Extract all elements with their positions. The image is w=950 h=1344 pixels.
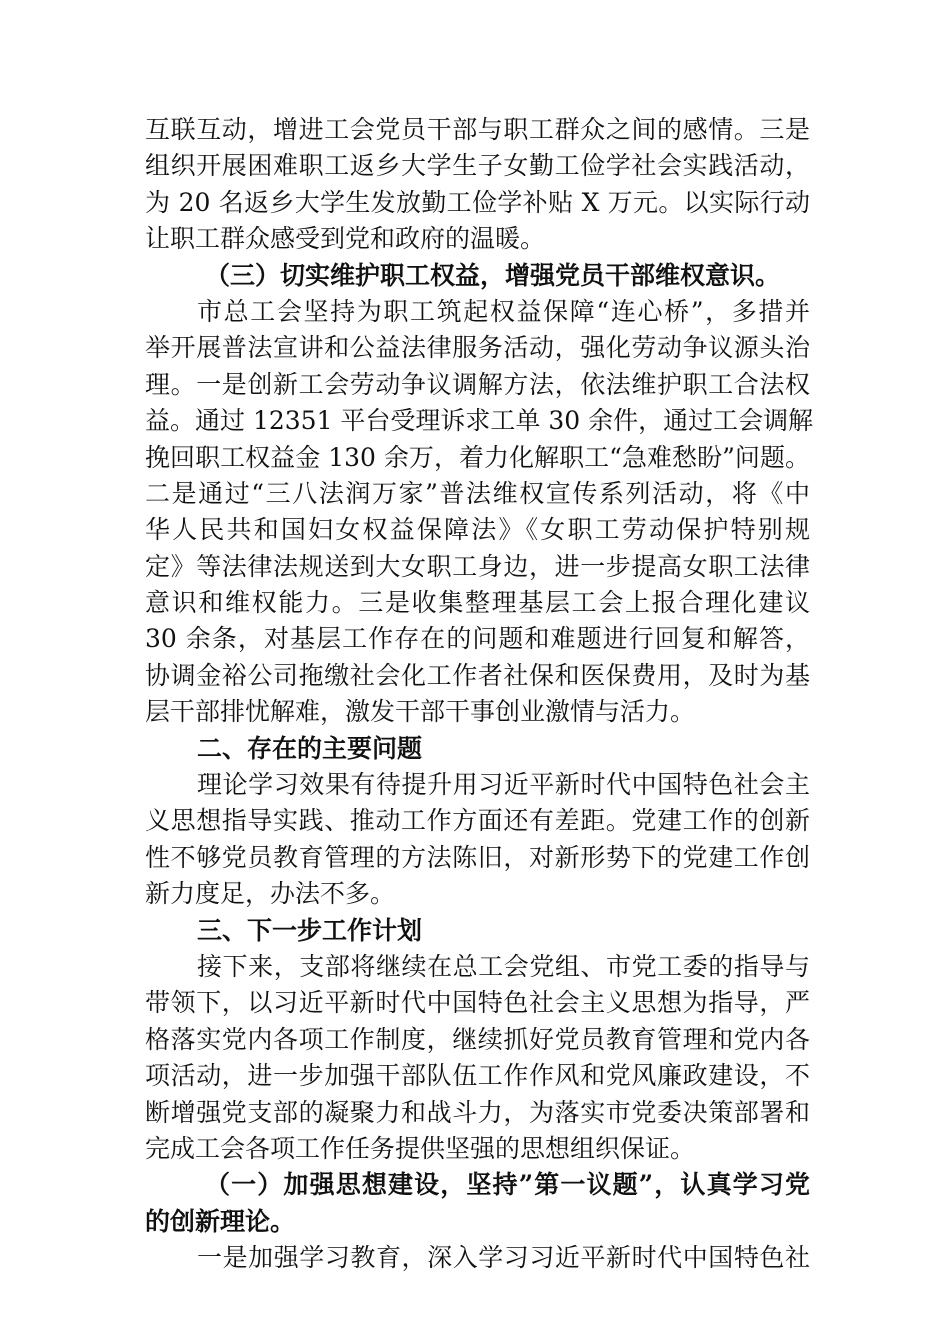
text-line: 让职工群众感受到党和政府的温暖。 [145, 224, 546, 254]
subheading-protect-rights [145, 258, 810, 294]
text-line: 益。通过 12351 平台受理诉求工单 30 余件，通过工会调解 [145, 406, 814, 436]
text-line: 为 20 名返乡大学生发放勤工俭学补贴 X 万元。以实际行动 [145, 187, 810, 217]
text-line: 接下来，支部将继续在总工会党组、市党工委的指导与 [197, 951, 810, 981]
section-heading: 三、下一步工作计划 [197, 915, 423, 945]
text-line: 定》等法律法规送到大女职工身边，进一步提高女职工法律 [145, 551, 810, 581]
text-line: 挽回职工权益金 130 余万，着力化解职工“急难愁盼”问题。 [145, 442, 810, 472]
paragraph-rights-protection [145, 294, 814, 731]
subheading-ideological-building [145, 1167, 810, 1240]
text-line: 二是通过“三八法润万家”普法维权宣传系列活动，将《中 [145, 478, 810, 508]
section-subheading: 的创新理论。 [145, 1206, 296, 1236]
heading-main-problems [145, 731, 810, 767]
paragraph-welfare-activities [145, 112, 810, 258]
paragraph-next-steps [145, 949, 810, 1167]
text-line: 完成工会各项工作任务提供坚强的思想组织保证。 [145, 1133, 696, 1163]
text-line: 30 余条，对基层工作存在的问题和难题进行回复和解答， [145, 624, 810, 654]
text-line: 组织开展困难职工返乡大学生子女勤工俭学社会实践活动， [145, 151, 810, 181]
section-subheading: （一）加强思想建设，坚持”第一议题”，认真学习党 [205, 1170, 810, 1200]
text-line: 一是加强学习教育，深入学习习近平新时代中国特色社 [197, 1243, 810, 1273]
text-line: 项活动，进一步加强干部队伍工作作风和党风廉政建设，不 [145, 1061, 810, 1091]
heading-next-steps [145, 913, 810, 949]
text-line: 举开展普法宣讲和公益法律服务活动，强化劳动争议源头治 [145, 333, 810, 363]
document-page [145, 112, 814, 1277]
text-line: 市总工会坚持为职工筑起权益保障“连心桥”，多措并 [197, 296, 810, 326]
text-line: 理论学习效果有待提升用习近平新时代中国特色社会主 [197, 770, 810, 800]
text-line: 互联互动，增进工会党员干部与职工群众之间的感情。三是 [145, 115, 810, 144]
paragraph-study [145, 1240, 810, 1276]
text-line: 性不够党员教育管理的方法陈旧，对新形势下的党建工作创 [145, 842, 810, 872]
text-line: 格落实党内各项工作制度，继续抓好党员教育管理和党内各 [145, 1024, 810, 1054]
section-subheading: （三）切实维护职工权益，增强党员干部维权意识。 [205, 260, 781, 290]
paragraph-problems [145, 767, 810, 913]
text-line: 断增强党支部的凝聚力和战斗力，为落实市党委决策部署和 [145, 1097, 810, 1127]
text-line: 带领下，以习近平新时代中国特色社会主义思想为指导，严 [145, 988, 810, 1018]
text-line: 理。一是创新工会劳动争议调解方法，依法维护职工合法权 [145, 369, 810, 399]
text-line: 新力度足，办法不多。 [145, 879, 396, 909]
text-line: 层干部排忧解难，激发干部干事创业激情与活力。 [145, 697, 696, 727]
text-line: 协调金裕公司拖缴社会化工作者社保和医保费用，及时为基 [145, 660, 810, 690]
section-heading: 二、存在的主要问题 [197, 733, 423, 763]
text-line: 义思想指导实践、推动工作方面还有差距。党建工作的创新 [145, 806, 810, 836]
text-line: 华人民共和国妇女权益保障法》《女职工劳动保护特别规 [145, 515, 810, 545]
text-line: 意识和维权能力。三是收集整理基层工会上报合理化建议 [145, 588, 810, 618]
